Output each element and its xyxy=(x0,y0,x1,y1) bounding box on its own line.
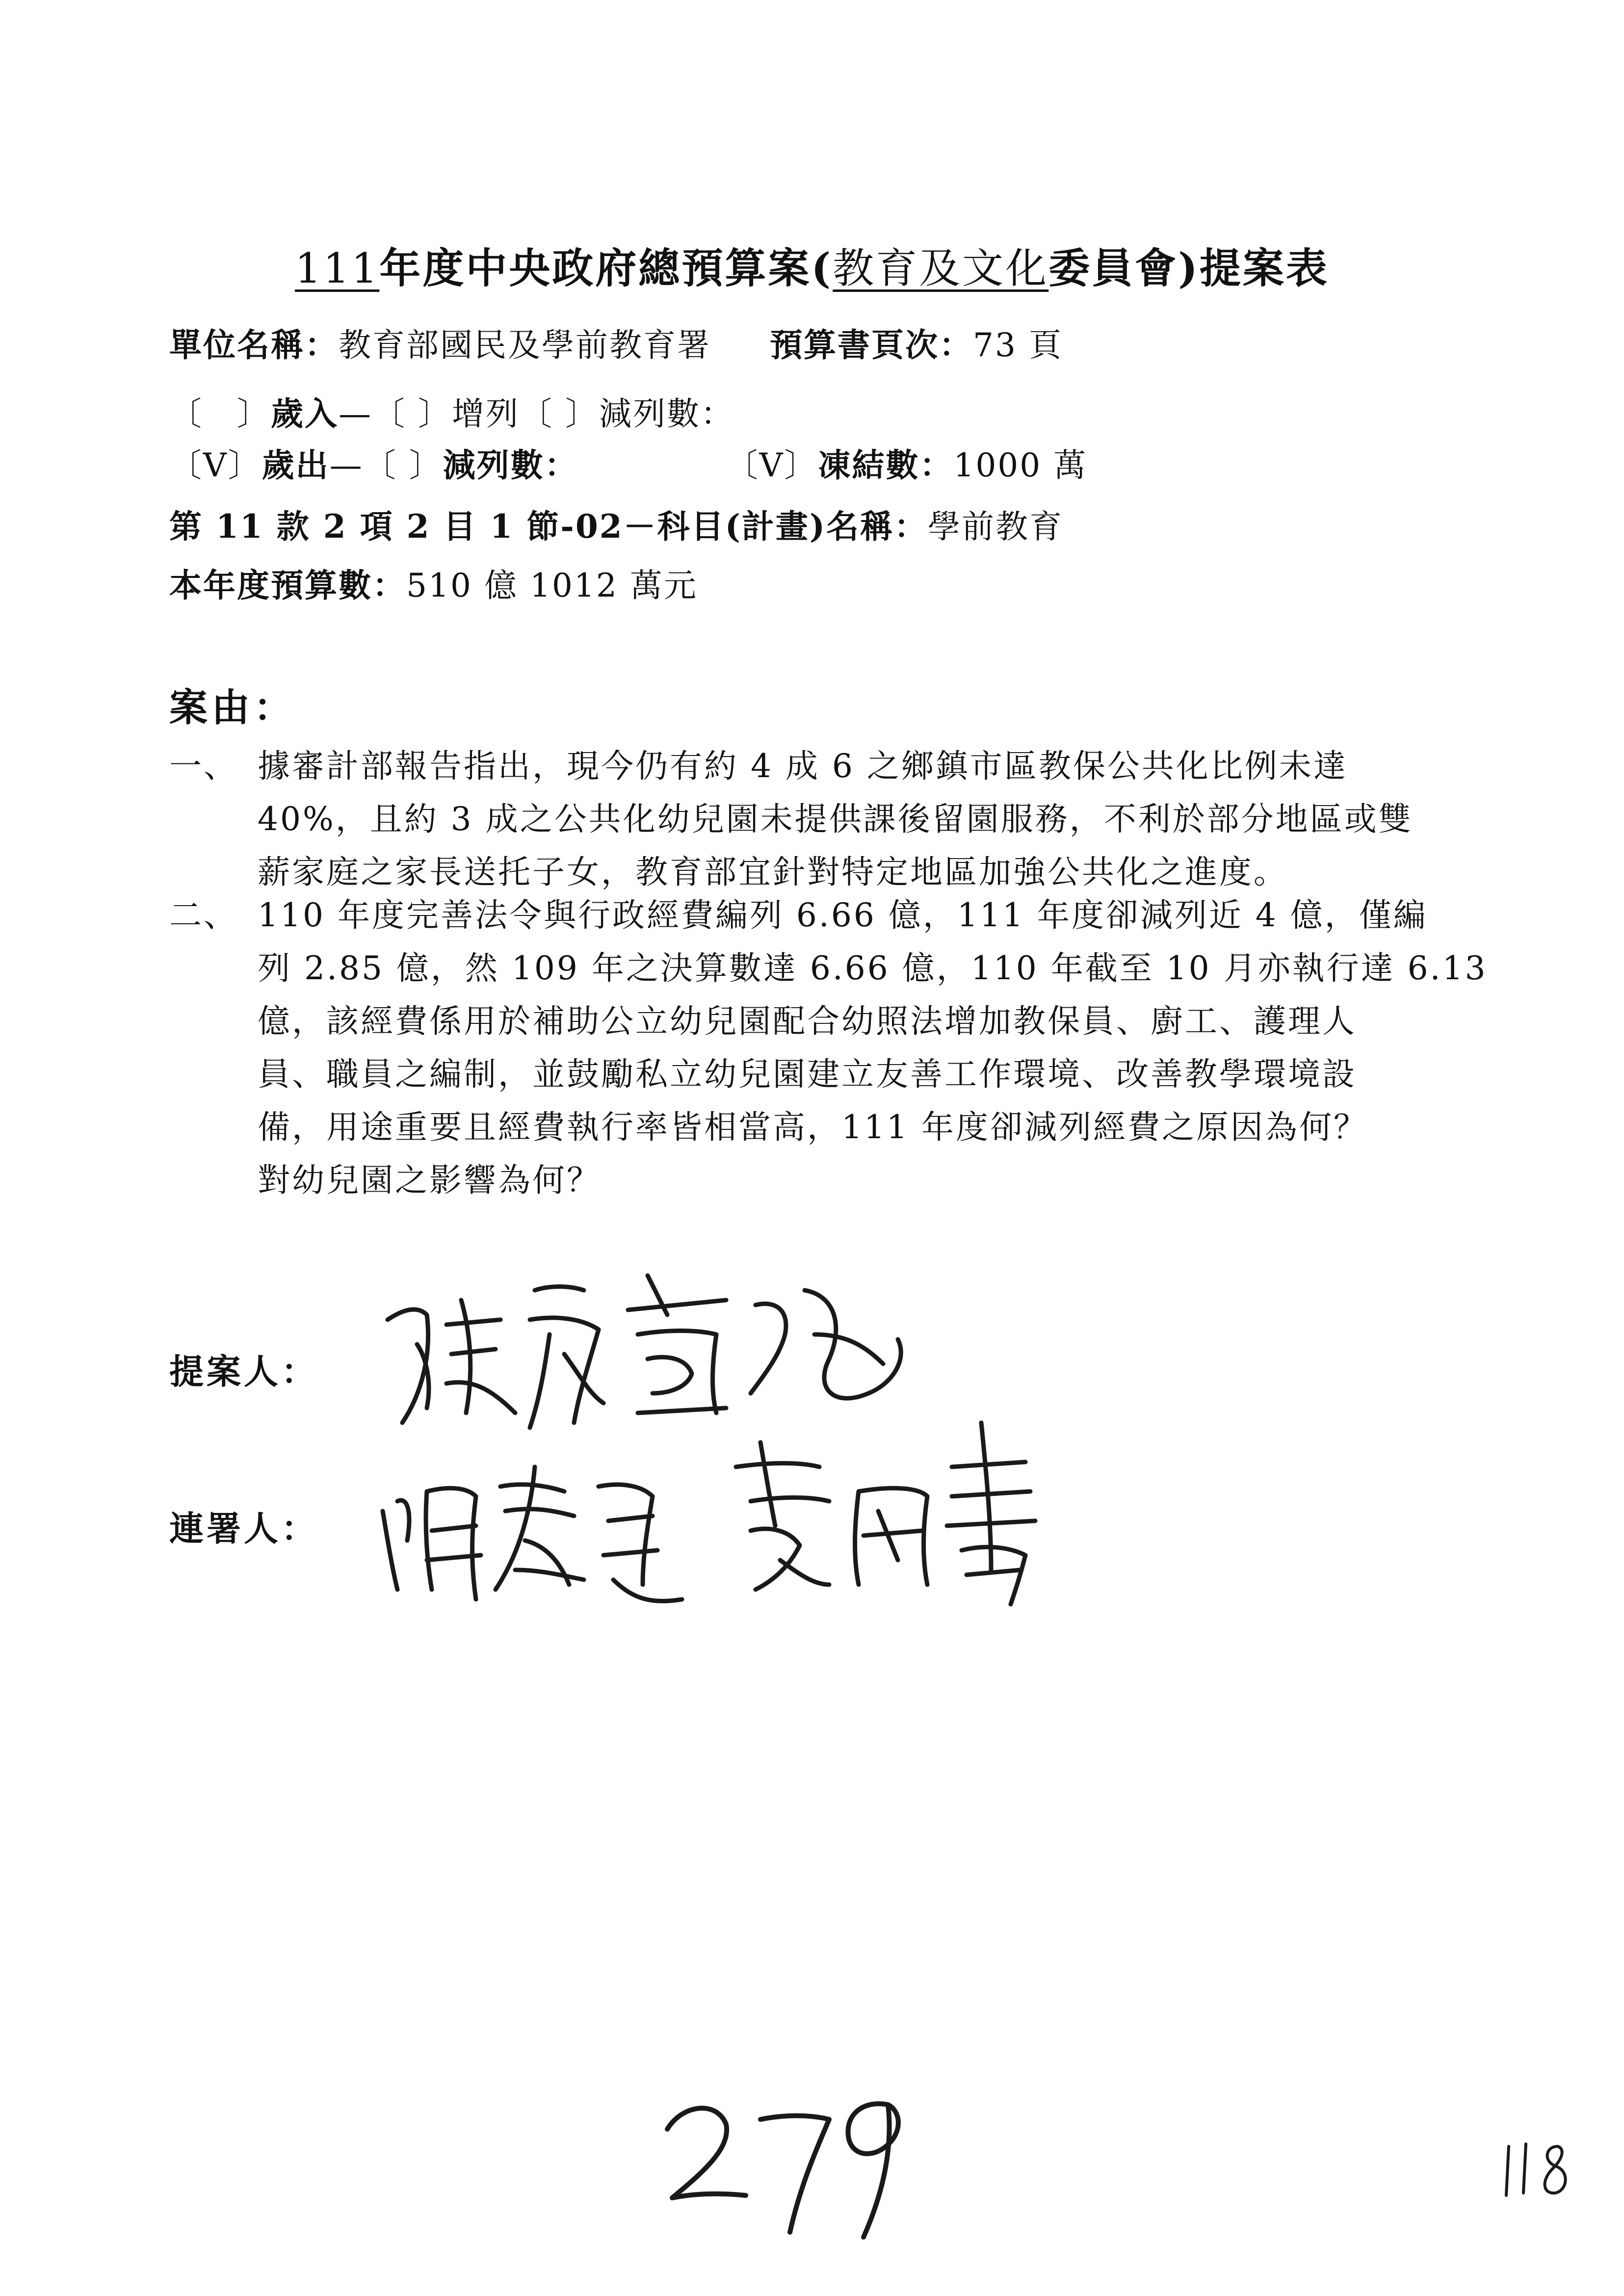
expense-label: 歲出 xyxy=(262,446,330,484)
reason-line: 億，該經費係用於補助公立幼兒園配合幼照法增加教保員、廚工、護理人 xyxy=(258,1002,1357,1040)
page-label: 預算書頁次： xyxy=(770,326,973,364)
page-number-handwritten-image xyxy=(657,2085,932,2247)
cosigner-label: 連署人： xyxy=(169,1508,318,1549)
unit-value: 教育部國民及學前教育署 xyxy=(339,326,711,364)
reason-line: 列 2.85 億，然 109 年之決算數達 6.66 億，110 年截至 10 月亦執行達 6.13 xyxy=(258,949,1488,987)
expense-decrease-label: 減列數： xyxy=(443,446,578,484)
reason-item-text xyxy=(258,889,1533,1207)
expense-bracket: 〔V〕 xyxy=(169,446,262,484)
revenue-dash: — xyxy=(339,395,372,433)
title-part2: 委員會)提案表 xyxy=(1048,244,1329,292)
subject-line xyxy=(169,500,1063,547)
expense-dash: — xyxy=(329,446,364,484)
subject-label: 第 11 款 2 項 2 目 1 節-02－科目(計畫)名稱： xyxy=(169,507,928,546)
expense-line xyxy=(169,439,1087,486)
reason-line: 備，用途重要且經費執行率皆相當高，111 年度卻減列經費之原因為何？ xyxy=(258,1108,1368,1146)
reason-item-text xyxy=(258,740,1533,899)
revenue-bracket: 〔 〕 xyxy=(169,395,271,433)
reason-line: 薪家庭之家長送托子女，教育部宜針對特定地區加強公共化之進度。 xyxy=(258,853,1288,891)
unit-label: 單位名稱： xyxy=(169,326,339,364)
reason-item-2 xyxy=(169,889,1533,1207)
freeze-value: 1000 萬 xyxy=(953,446,1088,484)
freeze-box: 〔V〕 xyxy=(725,446,818,484)
revenue-label: 歲入 xyxy=(271,394,339,433)
page-title xyxy=(0,235,1624,295)
budget-line xyxy=(169,559,698,606)
reason-heading: 案由： xyxy=(169,685,296,730)
subject-value: 學前教育 xyxy=(928,508,1064,546)
reason-item-number: 一、 xyxy=(169,747,238,785)
reason-line: 據審計部報告指出，現今仍有約 4 成 6 之鄉鎮市區教保公共化比例未達 xyxy=(258,747,1348,785)
reason-line: 對幼兒園之影響為何？ xyxy=(258,1161,601,1199)
revenue-decrease: 〔 〕減列數： xyxy=(519,395,734,433)
reason-item-1 xyxy=(169,740,1533,899)
title-committee: 教育及文化 xyxy=(833,244,1049,292)
page-value: 73 頁 xyxy=(973,326,1063,364)
cosigner-signatures-image xyxy=(378,1413,1114,1634)
title-part1: 年度中央政府總預算案( xyxy=(379,244,833,292)
budget-value: 510 億 1012 萬元 xyxy=(406,567,698,604)
reason-line: 110 年度完善法令與行政經費編列 6.66 億，111 年度卻減列近 4 億，僅編 xyxy=(258,896,1428,934)
revenue-line xyxy=(169,388,734,434)
reason-line: 40%，且約 3 成之公共化幼兒園未提供課後留園服務，不利於部分地區或雙 xyxy=(258,800,1413,838)
title-year: 111 xyxy=(295,244,380,292)
revenue-increase: 〔 〕增列 xyxy=(372,395,520,433)
corner-number-handwritten-image xyxy=(1501,2137,1580,2200)
freeze-label: 凍結數： xyxy=(818,446,954,484)
expense-decrease-box: 〔 〕 xyxy=(363,446,443,484)
reason-item-number: 二、 xyxy=(169,896,238,934)
budget-label: 本年度預算數： xyxy=(169,566,406,604)
unit-line xyxy=(169,319,1063,365)
proposer-label: 提案人： xyxy=(169,1351,318,1392)
reason-line: 員、職員之編制，並鼓勵私立幼兒園建立友善工作環境、改善教學環境設 xyxy=(258,1055,1357,1093)
